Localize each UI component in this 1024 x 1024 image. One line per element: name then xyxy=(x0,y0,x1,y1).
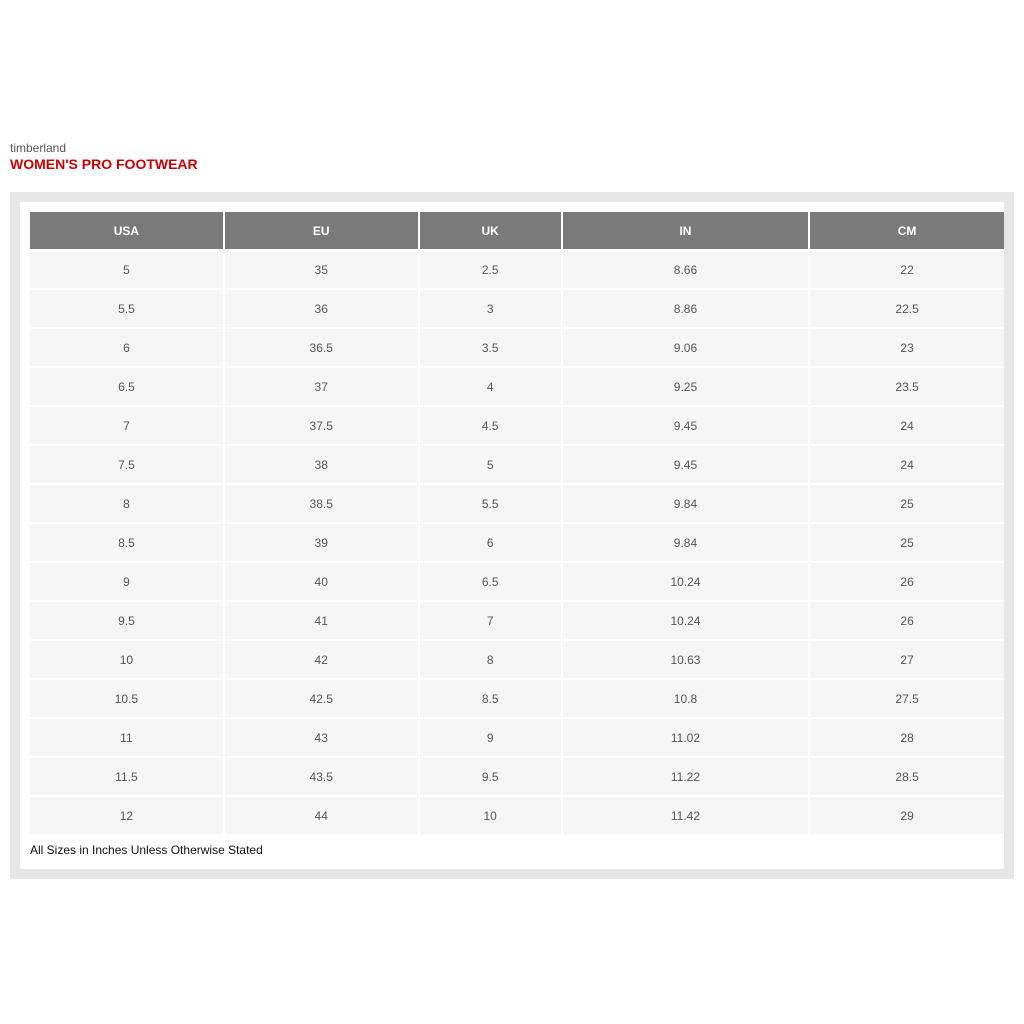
cell-eu: 38.5 xyxy=(225,485,418,522)
cell-uk: 5.5 xyxy=(420,485,561,522)
table-header-row xyxy=(30,212,1004,249)
table-row xyxy=(30,563,1004,600)
cell-usa: 9 xyxy=(30,563,223,600)
cell-eu: 42.5 xyxy=(225,680,418,717)
cell-eu: 40 xyxy=(225,563,418,600)
cell-eu: 41 xyxy=(225,602,418,639)
cell-eu: 44 xyxy=(225,797,418,834)
cell-usa: 5 xyxy=(30,251,223,288)
size-chart-panel xyxy=(10,192,1014,879)
cell-uk: 8 xyxy=(420,641,561,678)
cell-usa: 7.5 xyxy=(30,446,223,483)
cell-eu: 43.5 xyxy=(225,758,418,795)
column-header-usa: USA xyxy=(30,212,223,249)
cell-uk: 9 xyxy=(420,719,561,756)
cell-eu: 42 xyxy=(225,641,418,678)
cell-in: 9.25 xyxy=(563,368,808,405)
cell-in: 11.22 xyxy=(563,758,808,795)
table-row xyxy=(30,251,1004,288)
cell-in: 10.24 xyxy=(563,563,808,600)
table-row xyxy=(30,641,1004,678)
cell-uk: 8.5 xyxy=(420,680,561,717)
cell-uk: 10 xyxy=(420,797,561,834)
cell-uk: 6.5 xyxy=(420,563,561,600)
cell-cm: 28 xyxy=(810,719,1004,756)
table-row xyxy=(30,368,1004,405)
cell-usa: 6.5 xyxy=(30,368,223,405)
cell-cm: 26 xyxy=(810,563,1004,600)
column-header-in: IN xyxy=(563,212,808,249)
cell-usa: 11 xyxy=(30,719,223,756)
column-header-eu: EU xyxy=(225,212,418,249)
cell-uk: 3 xyxy=(420,290,561,327)
cell-eu: 39 xyxy=(225,524,418,561)
cell-uk: 2.5 xyxy=(420,251,561,288)
size-chart-container xyxy=(20,202,1004,869)
cell-cm: 28.5 xyxy=(810,758,1004,795)
cell-usa: 12 xyxy=(30,797,223,834)
cell-cm: 25 xyxy=(810,485,1004,522)
cell-cm: 25 xyxy=(810,524,1004,561)
cell-uk: 7 xyxy=(420,602,561,639)
table-row xyxy=(30,680,1004,717)
cell-eu: 35 xyxy=(225,251,418,288)
cell-cm: 24 xyxy=(810,446,1004,483)
cell-cm: 22.5 xyxy=(810,290,1004,327)
table-row xyxy=(30,602,1004,639)
cell-usa: 11.5 xyxy=(30,758,223,795)
cell-uk: 6 xyxy=(420,524,561,561)
table-row xyxy=(30,290,1004,327)
cell-usa: 5.5 xyxy=(30,290,223,327)
cell-cm: 26 xyxy=(810,602,1004,639)
cell-in: 10.8 xyxy=(563,680,808,717)
cell-uk: 5 xyxy=(420,446,561,483)
cell-usa: 10 xyxy=(30,641,223,678)
cell-cm: 27 xyxy=(810,641,1004,678)
table-row xyxy=(30,524,1004,561)
cell-cm: 27.5 xyxy=(810,680,1004,717)
cell-in: 9.84 xyxy=(563,524,808,561)
cell-uk: 4.5 xyxy=(420,407,561,444)
cell-eu: 37.5 xyxy=(225,407,418,444)
table-row xyxy=(30,485,1004,522)
column-header-uk: UK xyxy=(420,212,561,249)
cell-uk: 9.5 xyxy=(420,758,561,795)
cell-cm: 23.5 xyxy=(810,368,1004,405)
cell-uk: 3.5 xyxy=(420,329,561,366)
table-row xyxy=(30,797,1004,834)
table-row xyxy=(30,329,1004,366)
size-chart-table xyxy=(28,210,1006,836)
footer-note: All Sizes in Inches Unless Otherwise Stated xyxy=(30,843,263,857)
cell-usa: 6 xyxy=(30,329,223,366)
cell-in: 11.42 xyxy=(563,797,808,834)
cell-in: 10.24 xyxy=(563,602,808,639)
cell-uk: 4 xyxy=(420,368,561,405)
cell-eu: 36.5 xyxy=(225,329,418,366)
column-header-cm: CM xyxy=(810,212,1004,249)
cell-eu: 37 xyxy=(225,368,418,405)
table-row xyxy=(30,407,1004,444)
cell-in: 9.45 xyxy=(563,446,808,483)
cell-eu: 38 xyxy=(225,446,418,483)
cell-usa: 10.5 xyxy=(30,680,223,717)
cell-cm: 23 xyxy=(810,329,1004,366)
cell-usa: 7 xyxy=(30,407,223,444)
cell-eu: 36 xyxy=(225,290,418,327)
cell-in: 9.84 xyxy=(563,485,808,522)
cell-in: 8.66 xyxy=(563,251,808,288)
cell-in: 11.02 xyxy=(563,719,808,756)
cell-usa: 8.5 xyxy=(30,524,223,561)
cell-in: 10.63 xyxy=(563,641,808,678)
cell-cm: 24 xyxy=(810,407,1004,444)
cell-in: 9.45 xyxy=(563,407,808,444)
page-title: WOMEN'S PRO FOOTWEAR xyxy=(10,156,198,172)
table-row xyxy=(30,758,1004,795)
table-row xyxy=(30,446,1004,483)
table-body xyxy=(30,251,1004,834)
cell-usa: 8 xyxy=(30,485,223,522)
cell-eu: 43 xyxy=(225,719,418,756)
brand-name: timberland xyxy=(10,141,67,155)
cell-cm: 29 xyxy=(810,797,1004,834)
cell-in: 8.86 xyxy=(563,290,808,327)
table-row xyxy=(30,719,1004,756)
cell-usa: 9.5 xyxy=(30,602,223,639)
cell-cm: 22 xyxy=(810,251,1004,288)
cell-in: 9.06 xyxy=(563,329,808,366)
